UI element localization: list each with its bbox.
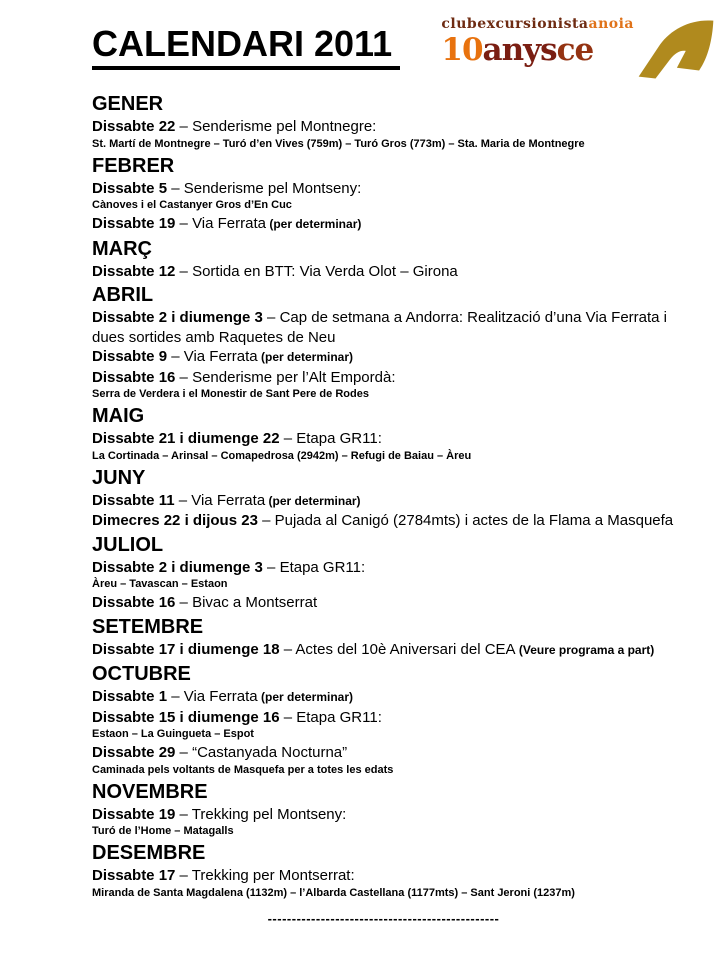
month-section xyxy=(92,842,675,901)
gold-a-icon xyxy=(636,16,716,84)
event-date: Dissabte 1 xyxy=(92,688,168,705)
event-date: Dissabte 22 xyxy=(92,118,176,135)
event-date: Dissabte 19 xyxy=(92,805,176,823)
logo-anys: anys xyxy=(482,32,557,68)
event-line xyxy=(92,687,675,708)
event-suffix: (per determinar) xyxy=(266,217,362,231)
event-note: Caminada pels voltants de Masquefa per a totes les edats xyxy=(92,763,394,776)
event-note: St. Martí de Montnegre – Turó d’en Vives (759m) – Turó Gros (773m) – Sta. Maria de Montnegre xyxy=(92,137,585,150)
event-line xyxy=(92,262,675,282)
month-section xyxy=(92,616,675,661)
event-title: – Etapa GR11: xyxy=(279,430,382,447)
month-name: DESEMBRE xyxy=(92,842,206,864)
event-date: Dissabte 9 xyxy=(92,348,168,365)
months-list xyxy=(92,93,675,901)
event-line xyxy=(92,214,675,235)
event-title: – Via Ferrata xyxy=(175,215,266,232)
month-name: FEBRER xyxy=(92,154,175,177)
event-title: – Via Ferrata xyxy=(167,348,258,365)
event-date: Dissabte 15 i diumenge 16 xyxy=(92,708,280,726)
event-date: Dissabte 21 i diumenge 22 xyxy=(92,430,280,447)
event-suffix: (per determinar) xyxy=(257,350,354,364)
logo-10: 10 xyxy=(441,32,483,68)
event-title: – “Castanyada Nocturna” xyxy=(175,744,348,761)
event-title: – Etapa GR11: xyxy=(262,558,366,576)
event-date: Dissabte 16 xyxy=(92,368,176,386)
event-line xyxy=(92,491,675,512)
event-note: Miranda de Santa Magdalena (1132m) – l’Albarda Castellana (1177mts) – Sant Jeroni (1237m) xyxy=(92,886,575,899)
event-line xyxy=(92,743,675,763)
event-date: Dissabte 2 i diumenge 3 xyxy=(92,558,263,576)
event-title: – Senderisme pel Montseny: xyxy=(167,179,362,197)
event-date: Dissabte 12 xyxy=(92,262,176,280)
event-line xyxy=(92,117,675,137)
month-name: SETEMBRE xyxy=(92,615,204,638)
event-date: Dissabte 19 xyxy=(92,215,176,232)
event-date: Dimecres 22 i dijous 23 xyxy=(92,512,258,529)
month-section xyxy=(92,405,675,464)
event-note: La Cortinada – Arinsal – Comapedrosa (2942m) – Refugi de Baiau – Àreu xyxy=(92,449,472,462)
event-suffix: (Veure programa a part) xyxy=(515,642,655,657)
event-line xyxy=(92,866,675,886)
month-name: JUNY xyxy=(92,466,146,489)
event-note: Serra de Verdera i el Monestir de Sant Pere de Rodes xyxy=(92,388,369,400)
event-date: Dissabte 29 xyxy=(92,744,176,761)
event-date: Dissabte 11 xyxy=(92,491,175,509)
event-line xyxy=(92,593,675,613)
logo-club-word: clubexcursionista xyxy=(441,16,589,32)
month-name: GENER xyxy=(92,93,164,115)
dashed-divider: ------------------------------------------------ xyxy=(267,910,500,926)
event-title: – Etapa GR11: xyxy=(279,708,382,726)
month-section xyxy=(92,284,675,402)
club-logo xyxy=(441,16,716,84)
club-logo-line2 xyxy=(441,34,593,66)
event-title: – Senderisme per l’Alt Empordà: xyxy=(175,368,396,386)
event-title: – Via Ferrata xyxy=(174,491,266,509)
event-suffix: (per determinar) xyxy=(265,493,361,508)
event-line xyxy=(92,179,675,199)
month-section xyxy=(92,238,675,282)
month-section xyxy=(92,663,675,778)
event-date: Dissabte 5 xyxy=(92,179,168,197)
event-line xyxy=(92,708,675,728)
month-name: NOVEMBRE xyxy=(92,780,208,803)
event-date: Dissabte 17 xyxy=(92,867,176,884)
event-title: – Pujada al Canigó (2784mts) i actes de la Flama a Masquefa xyxy=(257,512,674,529)
month-name: ABRIL xyxy=(92,284,154,306)
event-title: – Cap de setmana a Andorra: Realització d’una Via Ferrata i dues sortides amb Raquetes de Neu xyxy=(92,309,668,346)
month-section xyxy=(92,781,675,840)
month-section xyxy=(92,467,675,531)
event-date: Dissabte 17 i diumenge 18 xyxy=(92,640,280,658)
event-title: – Trekking pel Montseny: xyxy=(175,805,347,823)
event-line xyxy=(92,511,675,531)
month-name: OCTUBRE xyxy=(92,663,191,685)
event-title: – Trekking per Montserrat: xyxy=(175,867,355,884)
month-section xyxy=(92,155,675,235)
event-suffix: (per determinar) xyxy=(257,690,354,704)
event-line xyxy=(92,640,675,661)
event-line xyxy=(92,558,675,578)
club-logo-text xyxy=(441,16,634,66)
event-line xyxy=(92,347,675,368)
event-note: Àreu – Tavascan – Estaon xyxy=(92,578,228,590)
month-name: JULIOL xyxy=(92,533,164,556)
event-line xyxy=(92,429,675,449)
event-note: Cànoves i el Castanyer Gros d’En Cuc xyxy=(92,199,292,211)
event-title: – Senderisme pel Montnegre: xyxy=(175,118,377,135)
event-date: Dissabte 2 i diumenge 3 xyxy=(92,309,263,326)
event-line xyxy=(92,805,675,825)
logo-ce: ce xyxy=(556,32,594,68)
event-title: – Sortida en BTT: Via Verda Olot – Girona xyxy=(175,262,458,280)
event-title: – Actes del 10è Aniversari del CEA xyxy=(279,640,516,658)
month-section xyxy=(92,534,675,613)
event-date: Dissabte 16 xyxy=(92,594,176,611)
event-line xyxy=(92,308,675,347)
logo-anoia-word: anoia xyxy=(588,16,634,32)
event-note: Turó de l’Home – Matagalls xyxy=(92,825,234,837)
event-title: – Via Ferrata xyxy=(167,688,258,705)
page-title: CALENDARI 2011 xyxy=(92,24,400,70)
month-name: MARÇ xyxy=(92,237,152,260)
event-title: – Bivac a Montserrat xyxy=(175,594,318,611)
month-name: MAIG xyxy=(92,405,145,427)
month-section xyxy=(92,93,675,152)
event-line xyxy=(92,368,675,388)
club-logo-line1 xyxy=(441,16,634,32)
event-note: Estaon – La Guingueta – Espot xyxy=(92,728,254,740)
